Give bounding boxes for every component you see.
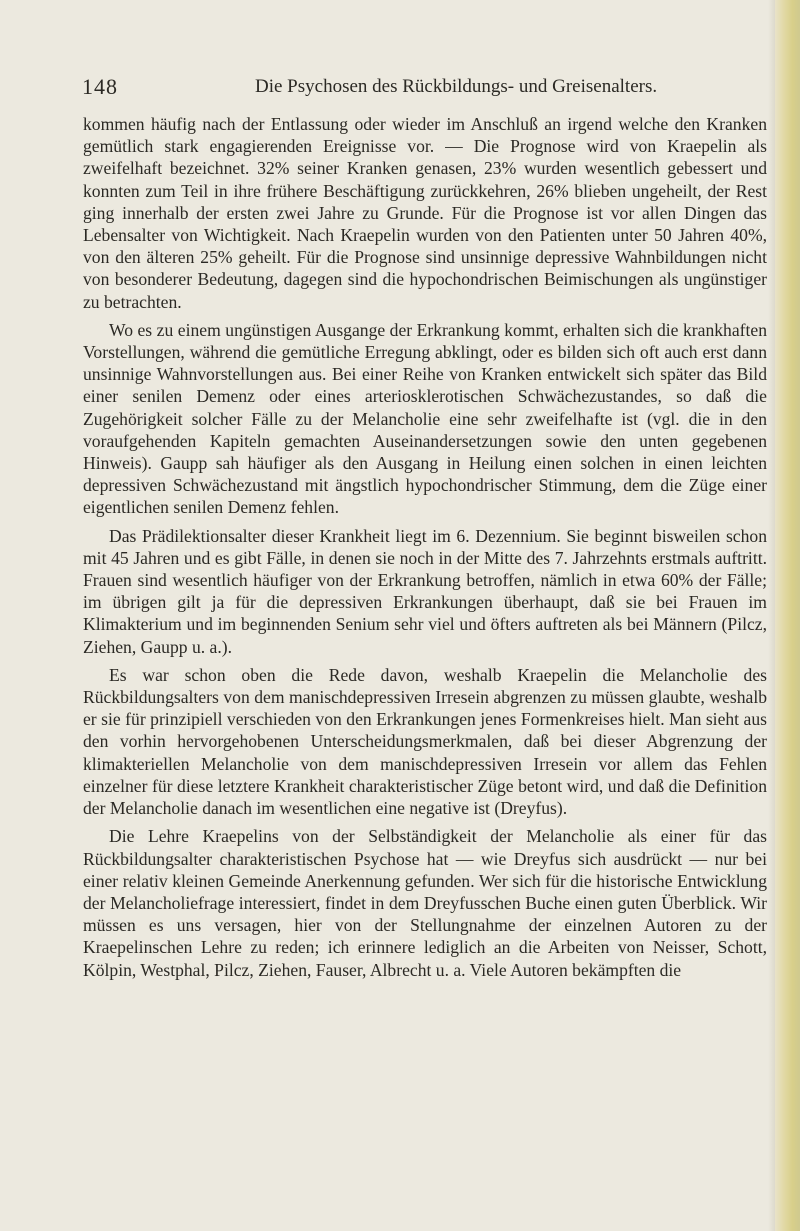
paragraph-unfavorable-outcome: Wo es zu einem ungünstigen Ausgange der Erkrankung kommt, erhalten sich die krankhaften Vorstellungen, während die gemütliche Erregung abklingt, oder es bilden sich oft auch erst dann unsinnige Wahnvorstellungen aus. Bei einer Reihe von Kranken entwickelt sich später das Bild einer senilen Demenz oder eines arteriosklerotischen Schwächezustandes, so daß die Zugehörigkeit solcher Fälle zu der Melancholie eine sehr zweifelhafte ist (vgl. die in den voraufgehenden Kapiteln gemachten Auseinandersetzungen sowie den unten gegebenen Hinweis). Gaupp sah häufiger als den Ausgang in Heilung einen solchen in einen leichten depressiven Schwächezustand mit ängstlich hypochondrischer Stimmung, dem die Züge einer eigentlichen senilen Demenz fehlen.: [83, 319, 767, 518]
page-header: [82, 74, 762, 108]
paragraph-kraepelin-doctrine: Die Lehre Kraepelins von der Selbständigkeit der Melancholie als einer für das Rückbildungsalter charakteristischen Psychose hat — wie Dreyfus sich ausdrückt — nur bei einer relativ kleinen Gemeinde Anerkennung gefunden. Wer sich für die historische Entwicklung der Melancholiefrage interessiert, findet in dem Dreyfusschen Buche einen guten Überblick. Wir müssen es uns versagen, hier von der Stellungnahme der einzelnen Autoren zu der Kraepelinschen Lehre zu reden; ich erinnere lediglich an die Arbeiten von Neisser, Schott, Kölpin, Westphal, Pilcz, Ziehen, Fauser, Albrecht u. a. Viele Autoren bekämpften die: [83, 826, 767, 980]
book-edge: [775, 0, 800, 1231]
page-number: 148: [82, 74, 118, 99]
paragraph-prognosis: kommen häufig nach der Entlassung oder wieder im Anschluß an irgend welche den Kranken gemütlich stark engagierenden Ereignisse vor. — Die Prognose wird von Kraepelin als zweifelhaft bezeichnet. 32% seiner Kranken genasen, 23% wurden wesentlich gebessert und konnten zum Teil in ihre frühere Beschäftigung zurückkehren, 26% blieben ungeheilt, der Rest ging innerhalb der ersten zwei Jahre zu Grunde. Für die Prognose ist vor allen Dingen das Lebensalter von Wichtigkeit. Nach Kraepelin wurden von den Patienten unter 50 Jahren 40%, von den älteren 25% geheilt. Für die Prognose sind unsinnige depressive Wahnbildungen nicht von besonderer Bedeutung, dagegen sind die hypochondrischen Beimischungen als ungünstiger zu betrachten.: [83, 114, 767, 312]
paragraph-kraepelin-delimitation: Es war schon oben die Rede davon, weshalb Kraepelin die Melancholie des Rückbildungsalters von dem manischdepressiven Irresein abgrenzen zu müssen glaubte, weshalb er sie für prinzipiell verschieden von den Erkrankungen jenes Formenkreises hielt. Man sieht aus den vorhin hervorgehobenen Unterscheidungsmerkmalen, daß bei dieser Abgrenzung der klimakteriellen Melancholie von dem manischdepressiven Irresein vor allem das Fehlen einzelner für diese letztere Krankheit charakteristischer Züge betont wird, und daß die Definition der Melancholie danach im wesentlichen eine negative ist (Dreyfus).: [83, 664, 767, 819]
paragraph-predilection-age: Das Prädilektionsalter dieser Krankheit liegt im 6. Dezennium. Sie beginnt bisweilen schon mit 45 Jahren und es gibt Fälle, in denen sie noch in der Mitte des 7. Jahrzehnts erstmals auftritt. Frauen sind wesentlich häufiger von der Erkrankung betroffen, nämlich in etwa 60% der Fälle; im übrigen gilt ja für die depressiven Erkrankungen überhaupt, daß sie bei Frauen im Klimakterium und im beginnenden Senium sehr viel und öfters auftreten als bei Männern (Pilcz, Ziehen, Gaupp u. a.).: [83, 525, 767, 657]
running-title: Die Psychosen des Rückbildungs- und Greisenalters.: [255, 76, 658, 97]
body-text: [83, 113, 767, 981]
